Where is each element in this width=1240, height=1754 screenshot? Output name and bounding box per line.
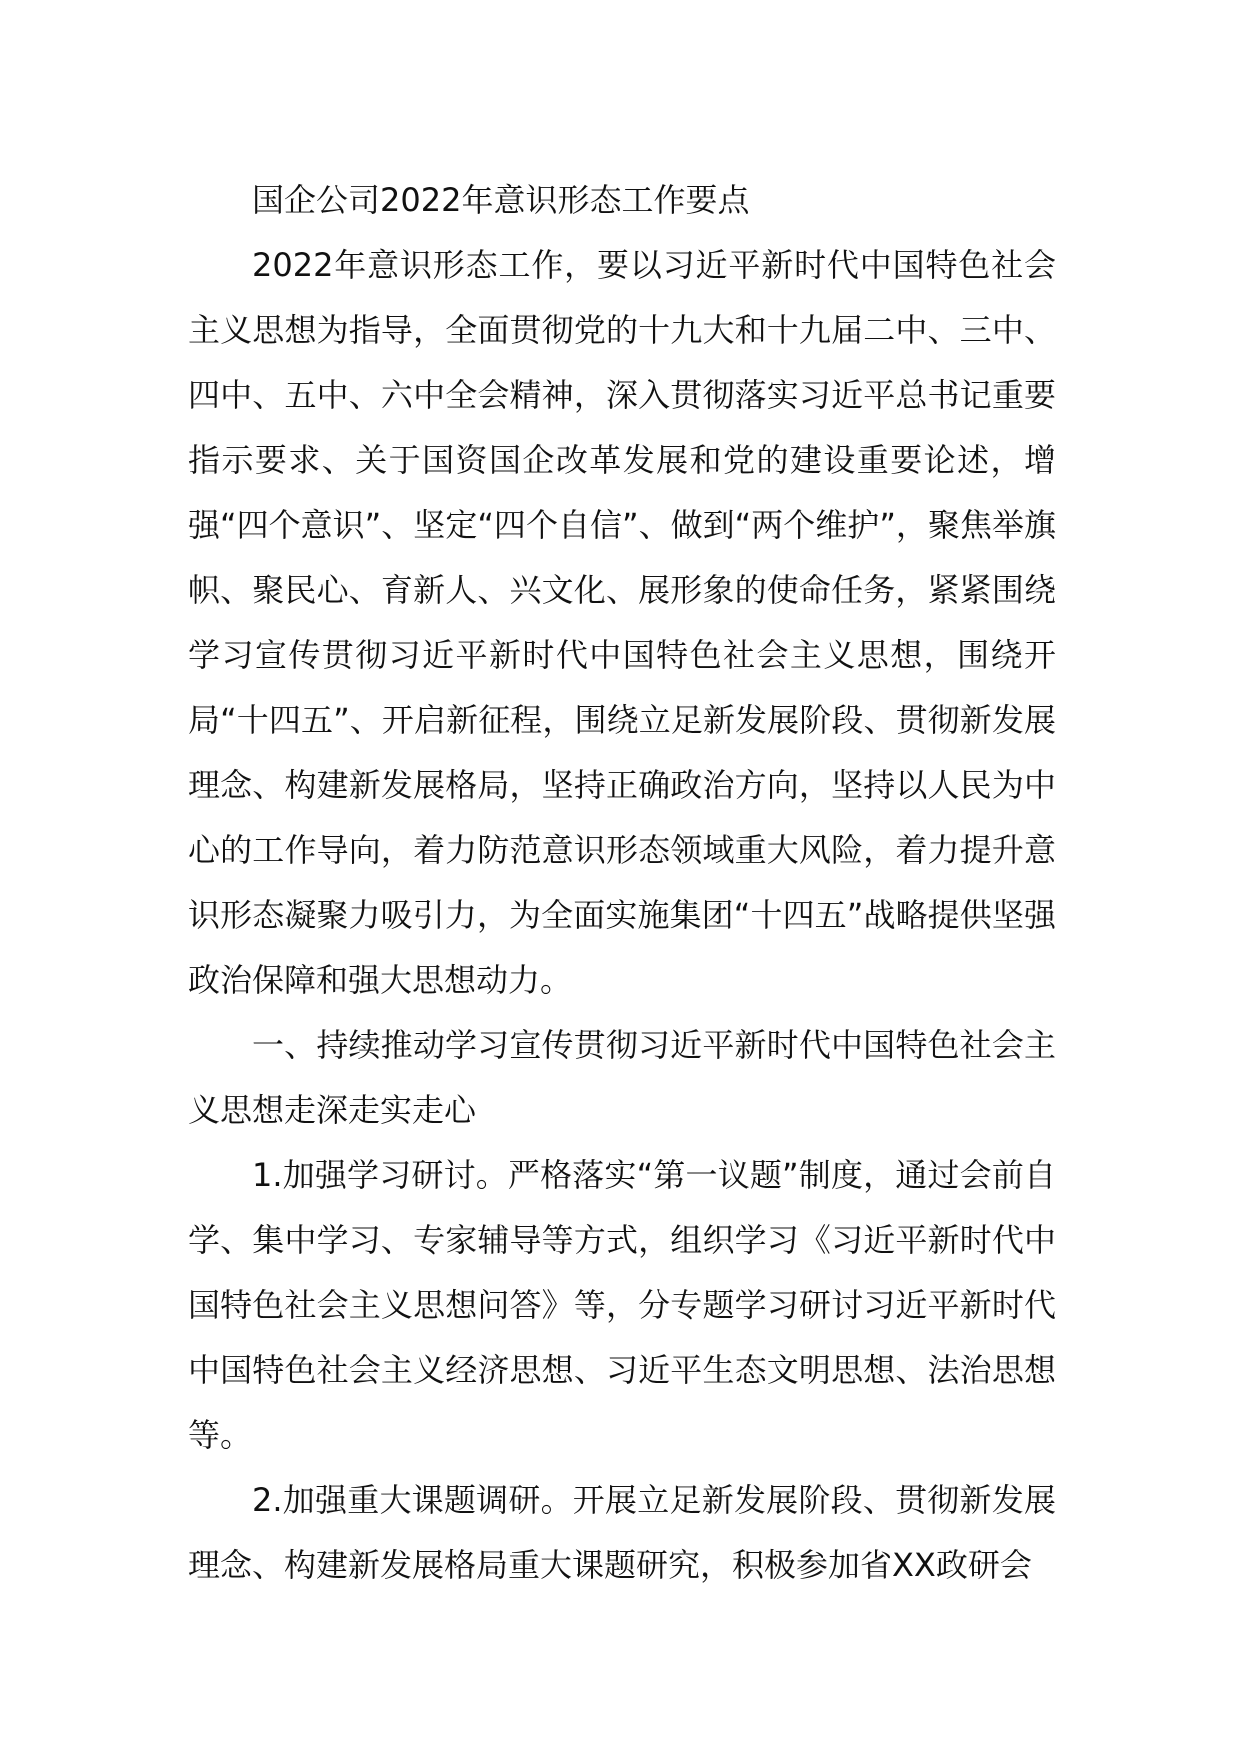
document-body	[188, 168, 1056, 1598]
paragraph-item-1: 1.加强学习研讨。严格落实“第一议题”制度，通过会前自学、集中学习、专家辅导等方式，组织学习《习近平新时代中国特色社会主义思想问答》等，分专题学习研讨习近平新时代中国特色社会主义经济思想、习近平生态文明思想、法治思想等。	[188, 1156, 1056, 1454]
section-heading-1: 一、持续推动学习宣传贯彻习近平新时代中国特色社会主义思想走深走实走心	[188, 1026, 1056, 1129]
paragraph-intro: 2022年意识形态工作，要以习近平新时代中国特色社会主义思想为指导，全面贯彻党的十九大和十九届二中、三中、四中、五中、六中全会精神，深入贯彻落实习近平总书记重要指示要求、关于国资国企改革发展和党的建设重要论述，增强“四个意识”、坚定“四个自信”、做到“两个维护”，聚焦举旗帜、聚民心、育新人、兴文化、展形象的使命任务，紧紧围绕学习宣传贯彻习近平新时代中国特色社会主义思想，围绕开局“十四五”、开启新征程，围绕立足新发展阶段、贯彻新发展理念、构建新发展格局，坚持正确政治方向，坚持以人民为中心的工作导向，着力防范意识形态领域重大风险，着力提升意识形态凝聚力吸引力，为全面实施集团“十四五”战略提供坚强政治保障和强大思想动力。	[188, 246, 1056, 999]
document-title: 国企公司2022年意识形态工作要点	[252, 181, 750, 219]
paragraph-item-2: 2.加强重大课题调研。开展立足新发展阶段、贯彻新发展理念、构建新发展格局重大课题研究，积极参加省XX政研会	[188, 1481, 1056, 1584]
